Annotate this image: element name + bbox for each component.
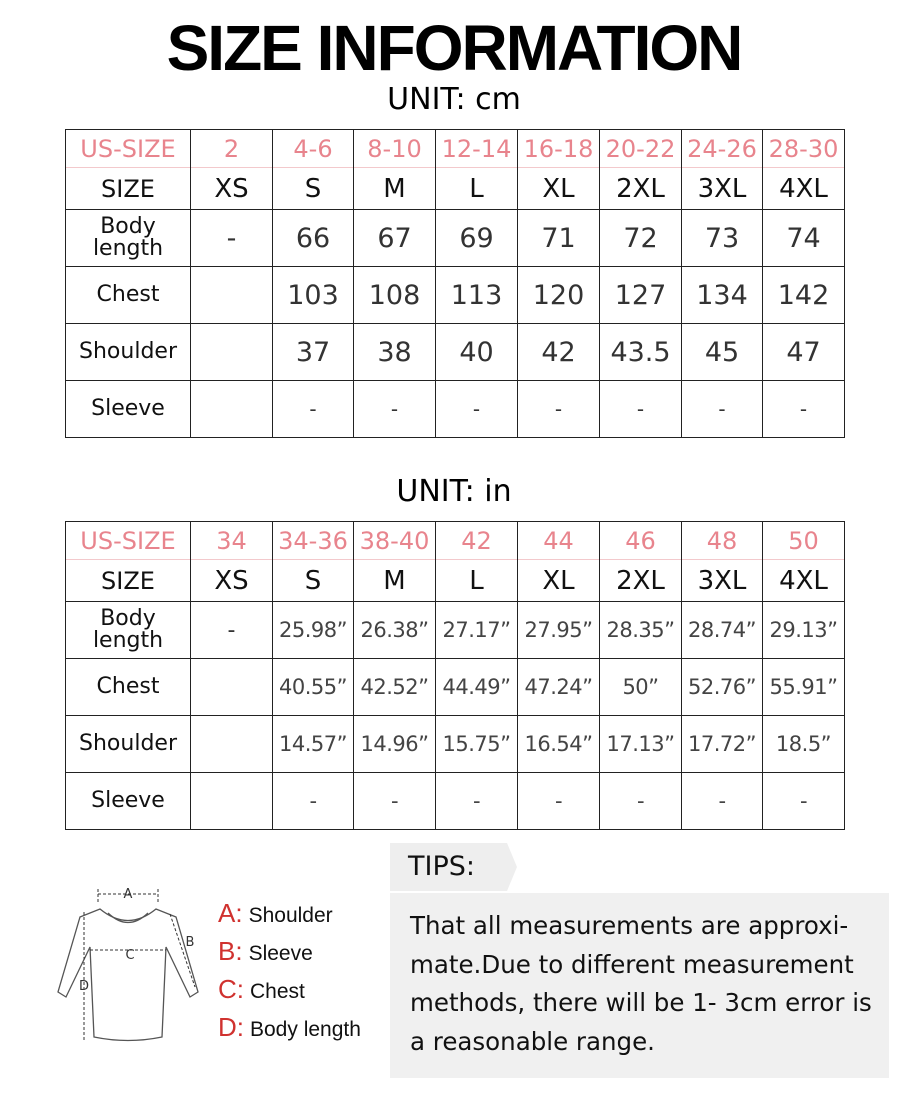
us-size-label: US-SIZE [66,522,191,560]
table-row [66,773,845,830]
size-cell: XS [191,560,273,602]
value-cell: 28.35” [600,602,682,659]
value-cell: 72 [600,210,682,267]
value-cell: 42.52” [354,659,436,716]
table-row [66,602,845,659]
legend-name: Chest [250,980,305,1003]
size-cell: 2XL [600,168,682,210]
value-cell: 17.13” [600,716,682,773]
size-cell: 4XL [763,560,845,602]
tips-box [390,893,889,1078]
legend-name: Sleeve [248,942,313,965]
legend-letter: D: [218,1012,244,1042]
value-cell: 18.5” [763,716,845,773]
value-cell: 50” [600,659,682,716]
row-label-sleeve: Sleeve [66,773,191,830]
value-cell [191,267,273,324]
size-label: SIZE [66,168,191,210]
value-cell: 29.13” [763,602,845,659]
value-cell: 40 [436,324,518,381]
value-cell: - [600,773,682,830]
size-cell: 3XL [682,560,763,602]
diagram-mark-d: D [78,979,90,994]
row-label-chest: Chest [66,659,191,716]
size-table-in [65,521,845,830]
legend-item [218,932,361,970]
value-cell [191,381,273,438]
size-cell: XL [518,560,600,602]
value-cell: 74 [763,210,845,267]
value-cell: 52.76” [682,659,763,716]
value-cell: 66 [273,210,354,267]
size-row [66,168,845,210]
value-cell: - [600,381,682,438]
value-cell: 55.91” [763,659,845,716]
table-row [66,716,845,773]
table-row [66,381,845,438]
size-cell: XS [191,168,273,210]
value-cell: 37 [273,324,354,381]
unit-cm-heading: UNIT: cm [387,82,521,117]
value-cell: 27.95” [518,602,600,659]
us-size-cell: 24-26 [682,130,763,168]
us-size-row [66,130,845,168]
measurement-legend [218,894,361,1046]
us-size-cell: 4-6 [273,130,354,168]
us-size-row [66,522,845,560]
size-table-cm [65,129,845,438]
value-cell: 134 [682,267,763,324]
legend-item [218,1008,361,1046]
value-cell: - [682,773,763,830]
measure-lines [84,889,195,1040]
us-size-cell: 20-22 [600,130,682,168]
size-cell: L [436,560,518,602]
us-size-cell: 46 [600,522,682,560]
value-cell: - [518,773,600,830]
value-cell: - [273,381,354,438]
legend-letter: B: [218,936,243,966]
value-cell: 103 [273,267,354,324]
row-label-sleeve: Sleeve [66,381,191,438]
us-size-cell: 34 [191,522,273,560]
diagram-mark-c: C [125,948,135,963]
value-cell: 17.72” [682,716,763,773]
unit-in-heading: UNIT: in [396,474,512,509]
tips-tab-arrow [497,843,517,891]
diagram-mark-b: B [185,935,195,950]
value-cell: 71 [518,210,600,267]
value-cell: 127 [600,267,682,324]
value-cell: - [682,381,763,438]
diagram-mark-a: A [123,887,133,902]
value-cell: 27.17” [436,602,518,659]
value-cell: 43.5 [600,324,682,381]
value-cell: - [191,602,273,659]
value-cell: - [354,773,436,830]
us-size-cell: 2 [191,130,273,168]
table-row [66,324,845,381]
us-size-cell: 44 [518,522,600,560]
size-cell: XL [518,168,600,210]
value-cell: - [436,773,518,830]
value-cell [191,324,273,381]
value-cell: 14.96” [354,716,436,773]
value-cell: 69 [436,210,518,267]
table-row [66,659,845,716]
tips-heading-box [390,843,498,891]
tips-heading: TIPS: [408,851,475,882]
size-cell: M [354,168,436,210]
value-cell: 142 [763,267,845,324]
value-cell: 108 [354,267,436,324]
value-cell: 120 [518,267,600,324]
legend-letter: A: [218,898,243,928]
size-cell: M [354,560,436,602]
value-cell: 44.49” [436,659,518,716]
us-size-label: US-SIZE [66,130,191,168]
value-cell [191,659,273,716]
value-cell: - [763,773,845,830]
value-cell: 16.54” [518,716,600,773]
us-size-cell: 8-10 [354,130,436,168]
legend-name: Shoulder [248,904,333,927]
value-cell: - [273,773,354,830]
tips-text: That all measurements are approxi-mate.Due to different measurement methods, there will be 1- 3cm error is a reasonable range. [410,911,872,1056]
us-size-cell: 16-18 [518,130,600,168]
row-label-body-length: Body length [66,602,191,659]
size-cell: 3XL [682,168,763,210]
row-label-chest: Chest [66,267,191,324]
row-label-shoulder: Shoulder [66,716,191,773]
value-cell: 47.24” [518,659,600,716]
value-cell: 14.57” [273,716,354,773]
value-cell: 42 [518,324,600,381]
value-cell [191,773,273,830]
size-cell: S [273,560,354,602]
size-cell: 2XL [600,560,682,602]
row-label-body-length: Body length [66,210,191,267]
value-cell: 15.75” [436,716,518,773]
legend-letter: C: [218,974,244,1004]
value-cell: - [436,381,518,438]
size-cell: 4XL [763,168,845,210]
garment-outline-icon [58,909,198,1041]
garment-measurement-diagram [48,882,208,1047]
value-cell: 40.55” [273,659,354,716]
value-cell: - [191,210,273,267]
table-row [66,267,845,324]
size-cell: L [436,168,518,210]
us-size-cell: 48 [682,522,763,560]
us-size-cell: 34-36 [273,522,354,560]
value-cell: 67 [354,210,436,267]
value-cell: 38 [354,324,436,381]
us-size-cell: 50 [763,522,845,560]
value-cell: 45 [682,324,763,381]
row-label-shoulder: Shoulder [66,324,191,381]
us-size-cell: 28-30 [763,130,845,168]
size-label: SIZE [66,560,191,602]
value-cell [191,716,273,773]
value-cell: 25.98” [273,602,354,659]
us-size-cell: 12-14 [436,130,518,168]
us-size-cell: 42 [436,522,518,560]
legend-name: Body length [250,1018,361,1041]
size-cell: S [273,168,354,210]
value-cell: - [763,381,845,438]
legend-item [218,970,361,1008]
value-cell: - [354,381,436,438]
value-cell: 26.38” [354,602,436,659]
value-cell: 47 [763,324,845,381]
us-size-cell: 38-40 [354,522,436,560]
table-row [66,210,845,267]
value-cell: 73 [682,210,763,267]
value-cell: - [518,381,600,438]
value-cell: 28.74” [682,602,763,659]
legend-item [218,894,361,932]
size-row [66,560,845,602]
page-title: SIZE INFORMATION [166,12,742,84]
value-cell: 113 [436,267,518,324]
